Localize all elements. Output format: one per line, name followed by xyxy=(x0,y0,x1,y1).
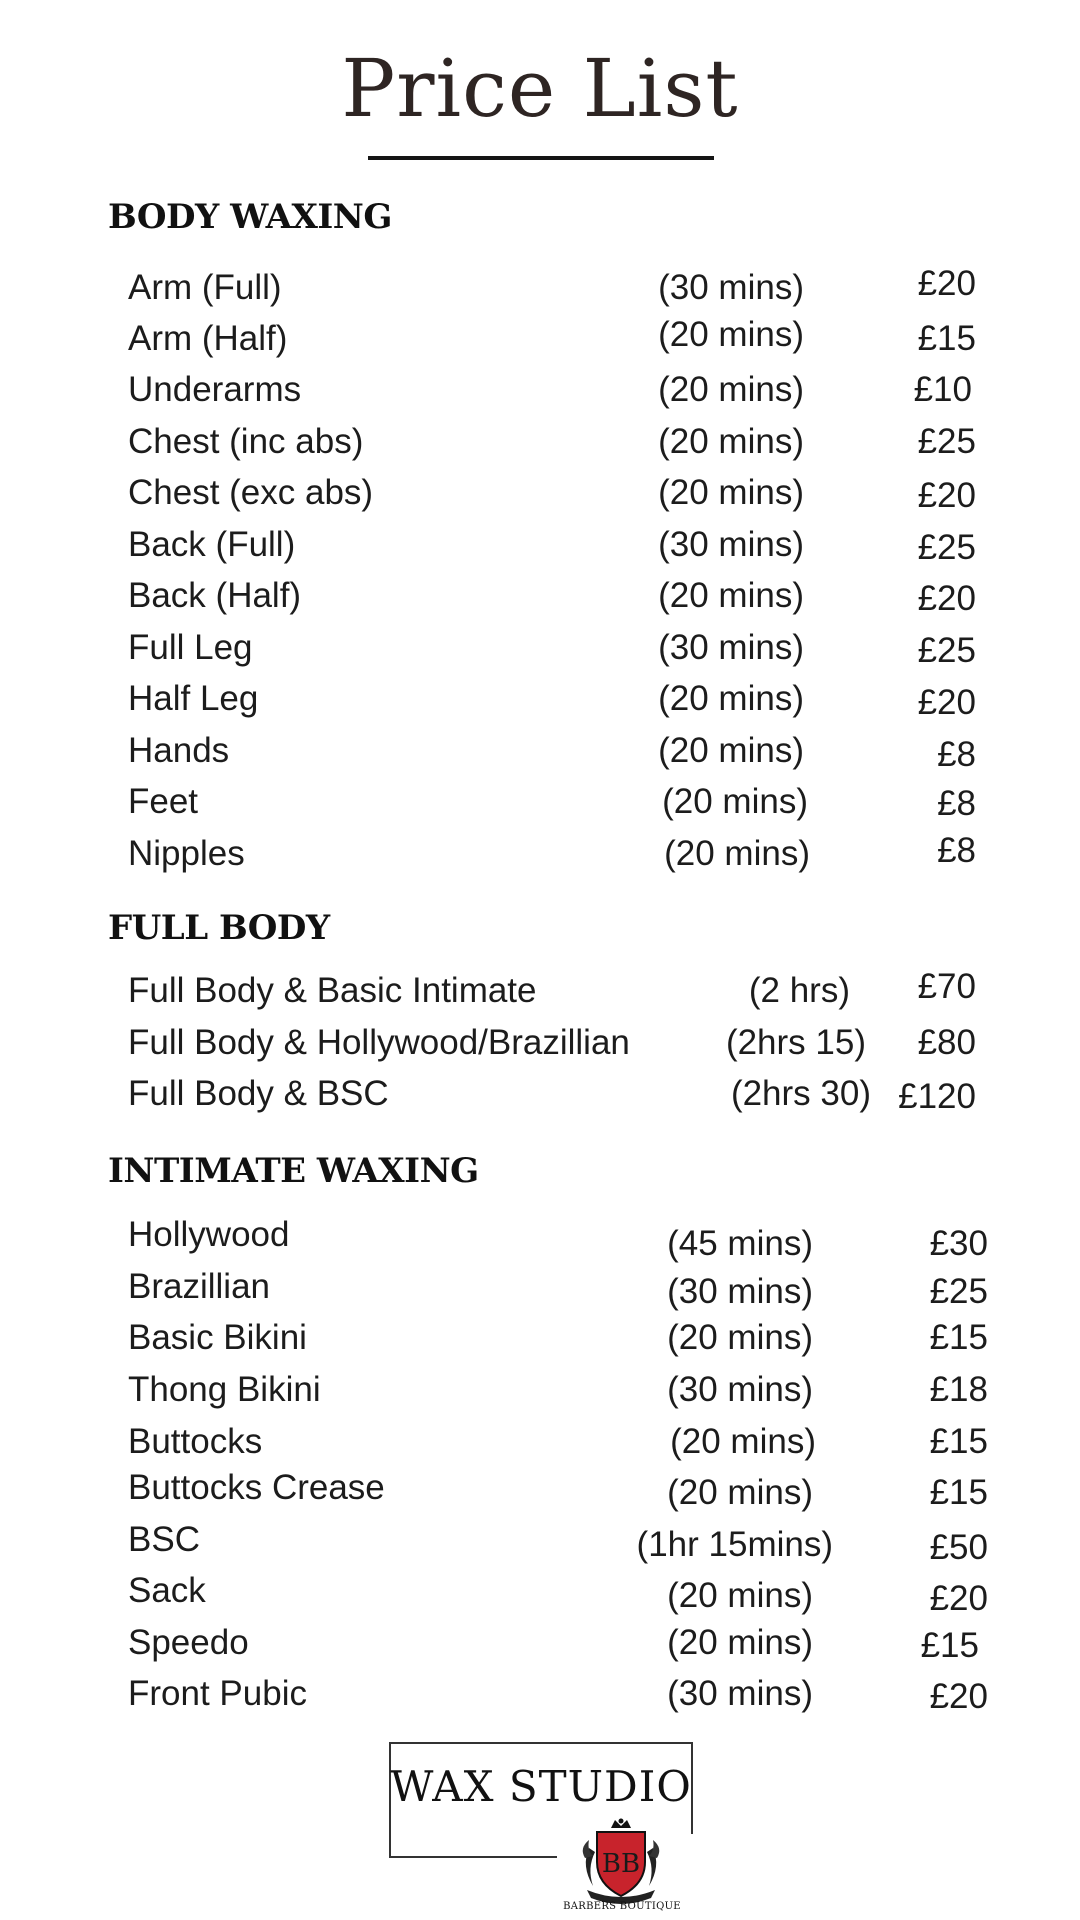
service-duration: (20 mins) xyxy=(667,1318,813,1357)
service-name: Thong Bikini xyxy=(128,1370,321,1409)
price-row xyxy=(0,1569,1080,1618)
service-duration: (20 mins) xyxy=(667,1576,813,1615)
service-name: Buttocks xyxy=(128,1422,263,1461)
service-price: £20 xyxy=(929,1677,988,1716)
price-row xyxy=(0,626,1080,670)
service-duration: (20 mins) xyxy=(667,1623,813,1662)
service-name: Buttocks Crease xyxy=(128,1468,385,1507)
service-duration: (1hr 15mins) xyxy=(636,1525,833,1564)
section-heading-full-body: FULL BODY xyxy=(108,908,330,948)
service-name: Arm (Full) xyxy=(128,268,282,307)
service-price: £20 xyxy=(917,264,976,303)
service-duration: (30 mins) xyxy=(658,525,804,564)
service-price: £25 xyxy=(917,528,976,567)
price-row xyxy=(0,1420,1080,1464)
price-row xyxy=(0,832,1080,876)
service-price: £50 xyxy=(929,1528,988,1567)
price-row xyxy=(0,420,1080,464)
service-price: £30 xyxy=(929,1224,988,1263)
service-name: Hollywood xyxy=(128,1215,290,1254)
service-name: Underarms xyxy=(128,370,302,409)
service-duration: (30 mins) xyxy=(667,1370,813,1409)
service-price: £80 xyxy=(917,1023,976,1062)
service-duration: (20 mins) xyxy=(658,315,804,354)
service-price: £15 xyxy=(929,1318,988,1357)
price-row xyxy=(0,1265,1080,1309)
service-price: £120 xyxy=(898,1077,976,1116)
price-row xyxy=(0,1466,1080,1510)
service-duration: (2 hrs) xyxy=(748,971,850,1010)
service-duration: (20 mins) xyxy=(658,422,804,461)
service-duration: (20 mins) xyxy=(664,834,810,873)
price-row xyxy=(0,368,1080,412)
price-row xyxy=(0,969,1080,1013)
service-price: £8 xyxy=(937,784,976,823)
service-price: £20 xyxy=(929,1579,988,1618)
service-name: Arm (Half) xyxy=(128,319,288,358)
crest-monogram: BB xyxy=(601,1849,641,1879)
price-row xyxy=(0,1072,1080,1116)
service-price: £25 xyxy=(929,1272,988,1311)
service-duration: (30 mins) xyxy=(667,1272,813,1311)
service-duration: (30 mins) xyxy=(667,1674,813,1713)
service-duration: (20 mins) xyxy=(658,473,804,512)
service-name: Speedo xyxy=(128,1623,249,1662)
service-price: £25 xyxy=(917,422,976,461)
section-heading-intimate-waxing: INTIMATE WAXING xyxy=(108,1151,479,1191)
service-price: £15 xyxy=(920,1626,979,1665)
page-title: Price List xyxy=(341,42,739,135)
service-name: Back (Half) xyxy=(128,576,302,615)
service-duration: (20 mins) xyxy=(667,1473,813,1512)
service-name: Half Leg xyxy=(128,679,259,718)
service-name: Back (Full) xyxy=(128,525,296,564)
price-row xyxy=(0,317,1080,361)
service-duration: (2hrs 30) xyxy=(730,1074,871,1113)
service-price: £15 xyxy=(929,1473,988,1512)
service-price: £15 xyxy=(917,319,976,358)
service-duration: (30 mins) xyxy=(658,268,804,307)
service-duration: (45 mins) xyxy=(667,1224,813,1263)
barbers-boutique-crest-icon xyxy=(575,1818,667,1908)
price-row xyxy=(0,780,1080,824)
service-price: £20 xyxy=(917,683,976,722)
crest-caption: BARBERS BOUTIQUE xyxy=(563,1901,681,1912)
service-price: £18 xyxy=(929,1370,988,1409)
service-duration: (30 mins) xyxy=(658,628,804,667)
price-row xyxy=(0,1621,1080,1665)
service-name: Basic Bikini xyxy=(128,1318,307,1357)
service-duration: (20 mins) xyxy=(658,576,804,615)
price-row xyxy=(0,1316,1080,1360)
price-row xyxy=(0,523,1080,567)
service-name: Full Leg xyxy=(128,628,253,667)
service-name: Sack xyxy=(128,1571,206,1610)
price-row xyxy=(0,1368,1080,1412)
service-name: Brazillian xyxy=(128,1267,270,1306)
service-name: Full Body & Hollywood/Brazillian xyxy=(128,1023,630,1062)
service-name: Chest (inc abs) xyxy=(128,422,364,461)
service-name: Full Body & Basic Intimate xyxy=(128,971,537,1010)
service-duration: (20 mins) xyxy=(658,679,804,718)
price-row xyxy=(0,266,1080,310)
service-name: Chest (exc abs) xyxy=(128,473,374,512)
service-duration: (2hrs 15) xyxy=(725,1023,866,1062)
price-row xyxy=(0,729,1080,773)
service-name: Nipples xyxy=(128,834,245,873)
price-row xyxy=(0,1021,1080,1065)
price-row xyxy=(0,677,1080,721)
price-row xyxy=(0,471,1080,515)
service-price: £8 xyxy=(937,831,976,870)
service-price: £10 xyxy=(913,370,972,409)
price-row xyxy=(0,1213,1080,1263)
service-name: Full Body & BSC xyxy=(128,1074,389,1113)
wax-studio-logo-text: WAX STUDIO xyxy=(390,1762,692,1811)
service-duration: (20 mins) xyxy=(658,370,804,409)
service-price: £20 xyxy=(917,579,976,618)
service-duration: (20 mins) xyxy=(670,1422,816,1461)
title-underline xyxy=(368,156,714,160)
price-row xyxy=(0,1518,1080,1567)
price-row xyxy=(0,1672,1080,1716)
service-name: Hands xyxy=(128,731,230,770)
price-row xyxy=(0,574,1080,618)
service-price: £8 xyxy=(937,735,976,774)
service-duration: (20 mins) xyxy=(658,731,804,770)
service-price: £20 xyxy=(917,476,976,515)
service-name: Feet xyxy=(128,782,199,821)
service-name: BSC xyxy=(128,1520,200,1559)
service-price: £70 xyxy=(917,967,976,1006)
service-price: £15 xyxy=(929,1422,988,1461)
service-price: £25 xyxy=(917,631,976,670)
service-name: Front Pubic xyxy=(128,1674,307,1713)
service-duration: (20 mins) xyxy=(662,782,808,821)
section-heading-body-waxing: BODY WAXING xyxy=(108,197,392,237)
